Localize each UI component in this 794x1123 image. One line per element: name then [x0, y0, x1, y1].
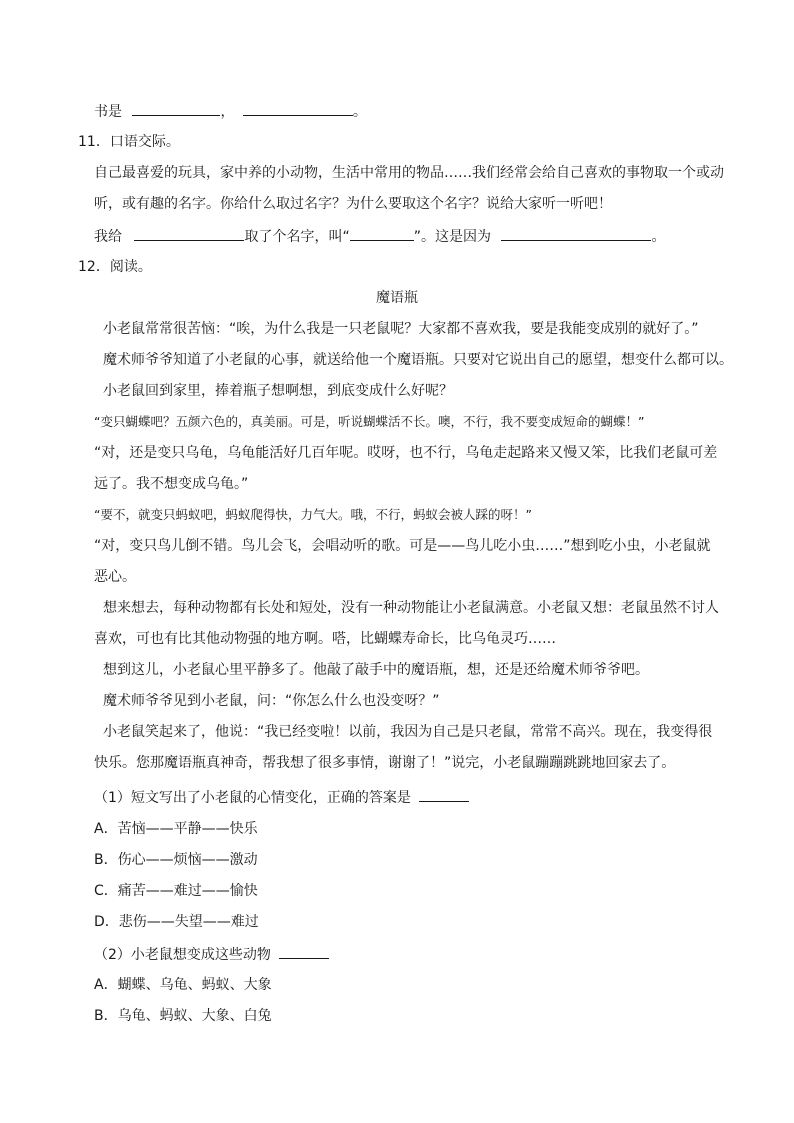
- passage-line: “对，变只鸟儿倒不错。鸟儿会飞，会唱动听的歌。可是——鸟儿吃小虫……”想到吃小虫，小老鼠就: [94, 538, 711, 554]
- fill-prefix: 我给: [94, 229, 122, 245]
- answer-blank-sub2[interactable]: [279, 944, 329, 959]
- option-a[interactable]: A．蝴蝶、乌龟、蚂蚁、大象: [94, 977, 272, 993]
- book-fill-sep: ，: [220, 104, 235, 120]
- sub-question-2: [94, 944, 329, 965]
- answer-blank-2[interactable]: [243, 101, 353, 116]
- passage-line: 想到这儿，小老鼠心里平静多了。他敲了敲手中的魔语瓶，想，还是还给魔术师爷爷吧。: [103, 662, 649, 678]
- passage-line: “对，还是变只乌龟，乌龟能活好几百年呢。哎呀，也不行，乌龟走起路来又慢又笨，比我们老鼠可差: [94, 445, 718, 461]
- sub-question-1-text: （1）短文写出了小老鼠的心情变化，正确的答案是: [94, 790, 411, 806]
- passage-line: 快乐。您那魔语瓶真神奇，帮我想了很多事情，谢谢了！”说完，小老鼠蹦蹦跳跳地回家去了。: [94, 755, 676, 771]
- passage-line: 小老鼠笑起来了，他说：“我已经变啦！以前，我因为自己是只老鼠，常常不高兴。现在，我变得很: [103, 724, 713, 740]
- question-12-label: 12．阅读。: [78, 259, 152, 275]
- passage-line: 喜欢，可也有比其他动物强的地方啊。嗒，比蝴蝶寿命长，比乌龟灵巧……: [94, 631, 556, 647]
- fill-reason-label: ”。这是因为: [413, 229, 491, 245]
- option-b[interactable]: B．伤心——烦恼——激动: [94, 852, 258, 868]
- option-b[interactable]: B．乌龟、蚂蚁、大象、白兔: [94, 1008, 272, 1024]
- answer-blank-sub1[interactable]: [419, 787, 469, 802]
- passage-line: 远了。我不想变成乌龟。”: [94, 476, 249, 492]
- passage-line: 魔术师爷爷见到小老鼠，问：“你怎么什么也没变呀？”: [103, 693, 440, 709]
- fill-end: 。: [651, 229, 666, 245]
- question-11-paragraph-1: 自己最喜爱的玩具，家中养的小动物，生活中常用的物品……我们经常会给自己喜欢的事物取一个或动: [94, 165, 724, 181]
- passage-line: “变只蝴蝶吧？五颜六色的，真美丽。可是，听说蝴蝶活不长。噢，不行，我不要变成短命的蝴蝶！”: [94, 414, 645, 429]
- passage-line: 想来想去，每种动物都有长处和短处，没有一种动物能让小老鼠满意。小老鼠又想：老鼠虽然不讨人: [103, 600, 719, 616]
- option-c[interactable]: C．痛苦——难过——愉快: [94, 883, 258, 899]
- option-d[interactable]: D．悲伤——失望——难过: [94, 914, 259, 930]
- passage-line: “要不，就变只蚂蚁吧，蚂蚁爬得快，力气大。哦，不行，蚂蚁会被人踩的呀！”: [94, 507, 532, 522]
- passage-line: 恶心。: [94, 569, 136, 585]
- question-11-fill-line: [94, 226, 665, 247]
- answer-blank-object[interactable]: [134, 226, 244, 241]
- book-fill-line: [94, 101, 367, 122]
- answer-blank-reason[interactable]: [501, 226, 651, 241]
- book-fill-end: 。: [352, 104, 367, 120]
- sub-question-1: [94, 787, 469, 808]
- fill-middle: 取了个名字，叫“: [244, 229, 350, 245]
- passage-title: 魔语瓶: [376, 290, 418, 306]
- book-fill-prefix: 书是: [94, 104, 122, 120]
- answer-blank-1[interactable]: [132, 101, 220, 116]
- question-11-label: 11．口语交际。: [78, 134, 180, 150]
- option-a[interactable]: A．苦恼——平静——快乐: [94, 821, 258, 837]
- passage-line: 魔术师爷爷知道了小老鼠的心事，就送给他一个魔语瓶。只要对它说出自己的愿望，想变什么都可以。: [103, 352, 733, 368]
- passage-line: 小老鼠回到家里，捧着瓶子想啊想，到底变成什么好呢？: [103, 383, 453, 399]
- answer-blank-name[interactable]: [350, 226, 414, 241]
- passage-line: 小老鼠常常很苦恼：“唉，为什么我是一只老鼠呢？大家都不喜欢我，要是我能变成别的就好了。”: [103, 321, 699, 337]
- question-11-paragraph-2: 听，或有趣的名字。你给什么取过名字？为什么要取这个名字？说给大家听一听吧！: [94, 196, 612, 212]
- sub-question-2-text: （2）小老鼠想变成这些动物: [94, 947, 271, 963]
